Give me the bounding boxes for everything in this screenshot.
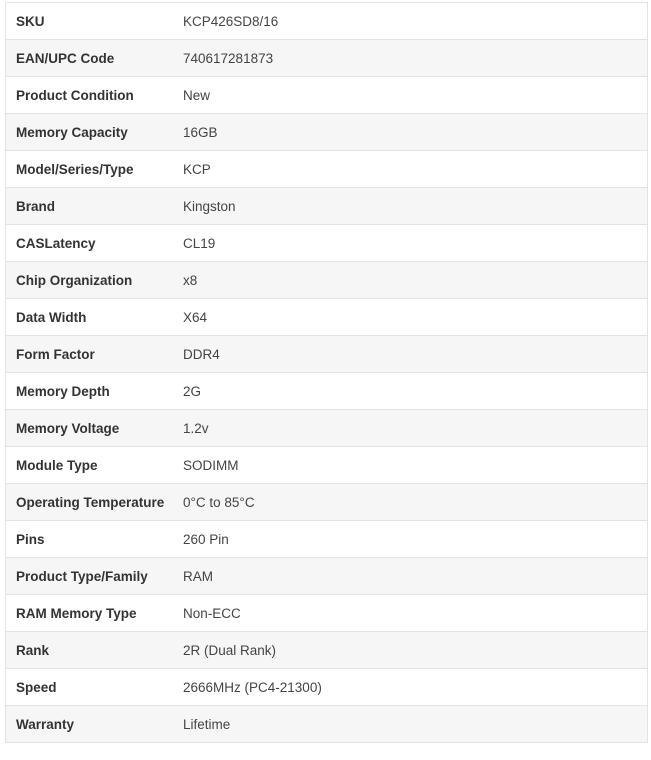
specifications-body xyxy=(6,3,648,743)
spec-label: Product Condition xyxy=(6,77,184,114)
spec-value: 0°C to 85°C xyxy=(183,484,648,521)
spec-row-ram-memory-type xyxy=(6,595,648,632)
spec-row-operating-temperature xyxy=(6,484,648,521)
spec-row-memory-voltage xyxy=(6,410,648,447)
spec-value: 1.2v xyxy=(183,410,648,447)
spec-row-form-factor xyxy=(6,336,648,373)
spec-label: Operating Temperature xyxy=(6,484,184,521)
spec-label: Memory Depth xyxy=(6,373,184,410)
spec-label: Warranty xyxy=(6,706,184,743)
specifications-table xyxy=(5,2,648,743)
spec-label: Product Type/Family xyxy=(6,558,184,595)
spec-row-data-width xyxy=(6,299,648,336)
spec-row-model-series-type xyxy=(6,151,648,188)
spec-row-ean-upc-code xyxy=(6,40,648,77)
spec-value: New xyxy=(183,77,648,114)
spec-value: x8 xyxy=(183,262,648,299)
spec-row-module-type xyxy=(6,447,648,484)
spec-value: KCP426SD8/16 xyxy=(183,3,648,40)
spec-row-product-condition xyxy=(6,77,648,114)
spec-label: Form Factor xyxy=(6,336,184,373)
spec-value: 2666MHz (PC4-21300) xyxy=(183,669,648,706)
spec-label: Memory Capacity xyxy=(6,114,184,151)
spec-label: CASLatency xyxy=(6,225,184,262)
spec-row-cas-latency xyxy=(6,225,648,262)
spec-label: Chip Organization xyxy=(6,262,184,299)
spec-label: Memory Voltage xyxy=(6,410,184,447)
spec-value: 2G xyxy=(183,373,648,410)
spec-value: RAM xyxy=(183,558,648,595)
spec-row-memory-capacity xyxy=(6,114,648,151)
spec-row-warranty xyxy=(6,706,648,743)
spec-label: RAM Memory Type xyxy=(6,595,184,632)
spec-row-brand xyxy=(6,188,648,225)
spec-value: KCP xyxy=(183,151,648,188)
spec-label: Model/Series/Type xyxy=(6,151,184,188)
spec-row-product-type-family xyxy=(6,558,648,595)
spec-value: X64 xyxy=(183,299,648,336)
spec-label: EAN/UPC Code xyxy=(6,40,184,77)
spec-label: Rank xyxy=(6,632,184,669)
spec-row-chip-organization xyxy=(6,262,648,299)
spec-row-speed xyxy=(6,669,648,706)
spec-value: 740617281873 xyxy=(183,40,648,77)
spec-row-memory-depth xyxy=(6,373,648,410)
spec-value: 16GB xyxy=(183,114,648,151)
spec-value: DDR4 xyxy=(183,336,648,373)
spec-label: Data Width xyxy=(6,299,184,336)
spec-row-sku xyxy=(6,3,648,40)
spec-label: Speed xyxy=(6,669,184,706)
spec-label: Module Type xyxy=(6,447,184,484)
spec-row-pins xyxy=(6,521,648,558)
spec-label: Brand xyxy=(6,188,184,225)
spec-value: 2R (Dual Rank) xyxy=(183,632,648,669)
spec-label: SKU xyxy=(6,3,184,40)
spec-value: Kingston xyxy=(183,188,648,225)
spec-label: Pins xyxy=(6,521,184,558)
spec-value: CL19 xyxy=(183,225,648,262)
spec-value: 260 Pin xyxy=(183,521,648,558)
spec-value: Lifetime xyxy=(183,706,648,743)
spec-value: SODIMM xyxy=(183,447,648,484)
spec-row-rank xyxy=(6,632,648,669)
spec-value: Non-ECC xyxy=(183,595,648,632)
